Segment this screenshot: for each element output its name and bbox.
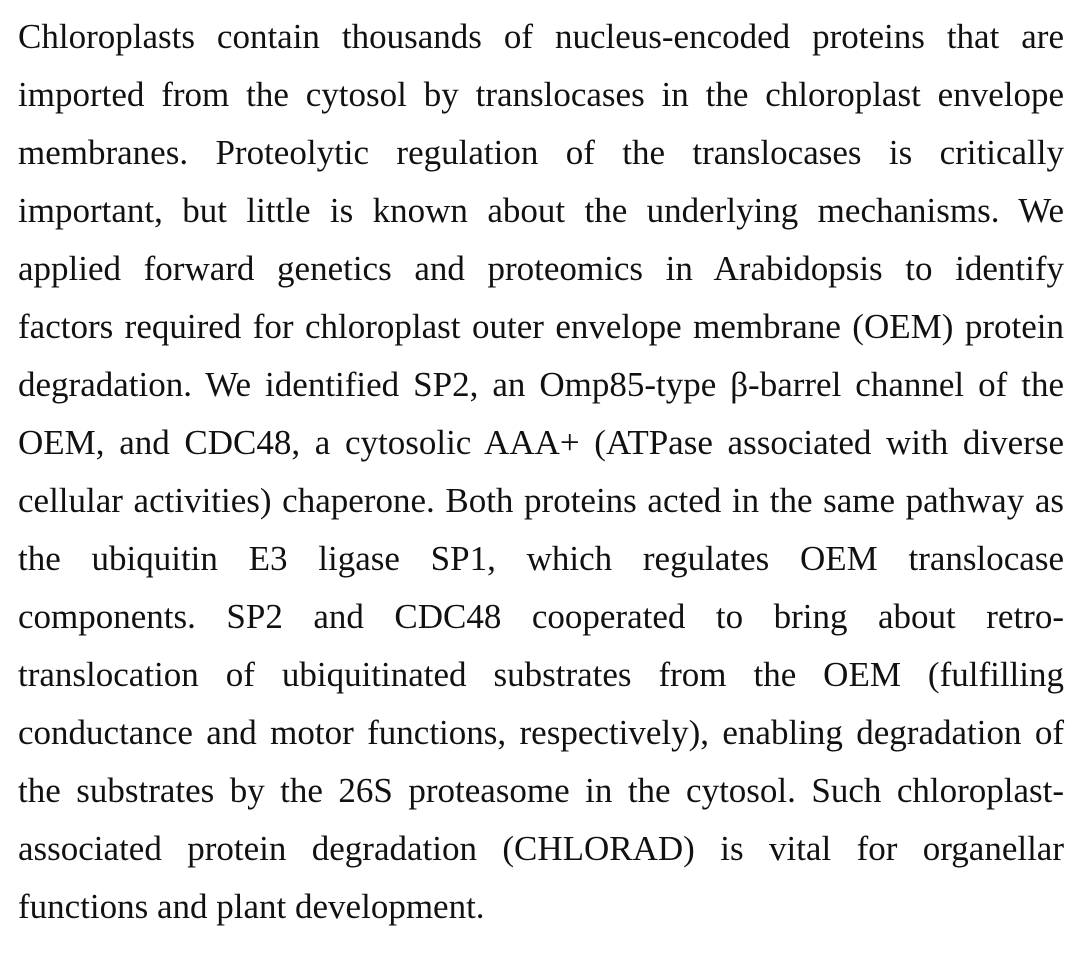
text-line: translocation of ubiquitinated substrates from the OEM (fulfilling: [18, 655, 1064, 694]
text-line: applied forward genetics and proteomics in Arabidopsis to identify: [18, 249, 1064, 288]
text-line: important, but little is known about the underlying mechanisms. We: [18, 191, 1064, 230]
text-line: degradation. We identified SP2, an Omp85-type β-barrel channel of the: [18, 365, 1064, 404]
text-line: components. SP2 and CDC48 cooperated to bring about retro-: [18, 597, 1064, 636]
text-line: Chloroplasts contain thousands of nucleus-encoded proteins that are: [18, 17, 1064, 56]
text-line: membranes. Proteolytic regulation of the translocases is critically: [18, 133, 1064, 172]
text-line: factors required for chloroplast outer envelope membrane (OEM) protein: [18, 307, 1064, 346]
text-line: OEM, and CDC48, a cytosolic AAA+ (ATPase associated with diverse: [18, 423, 1064, 462]
text-line: functions and plant development.: [18, 887, 485, 926]
abstract-paragraph: [18, 8, 1064, 936]
text-line: cellular activities) chaperone. Both proteins acted in the same pathway as: [18, 481, 1064, 520]
text-line: the ubiquitin E3 ligase SP1, which regulates OEM translocase: [18, 539, 1064, 578]
text-line: associated protein degradation (CHLORAD) is vital for organellar: [18, 829, 1064, 868]
text-line: imported from the cytosol by translocases in the chloroplast envelope: [18, 75, 1064, 114]
text-line: the substrates by the 26S proteasome in the cytosol. Such chloroplast-: [18, 771, 1064, 810]
text-line: conductance and motor functions, respectively), enabling degradation of: [18, 713, 1064, 752]
